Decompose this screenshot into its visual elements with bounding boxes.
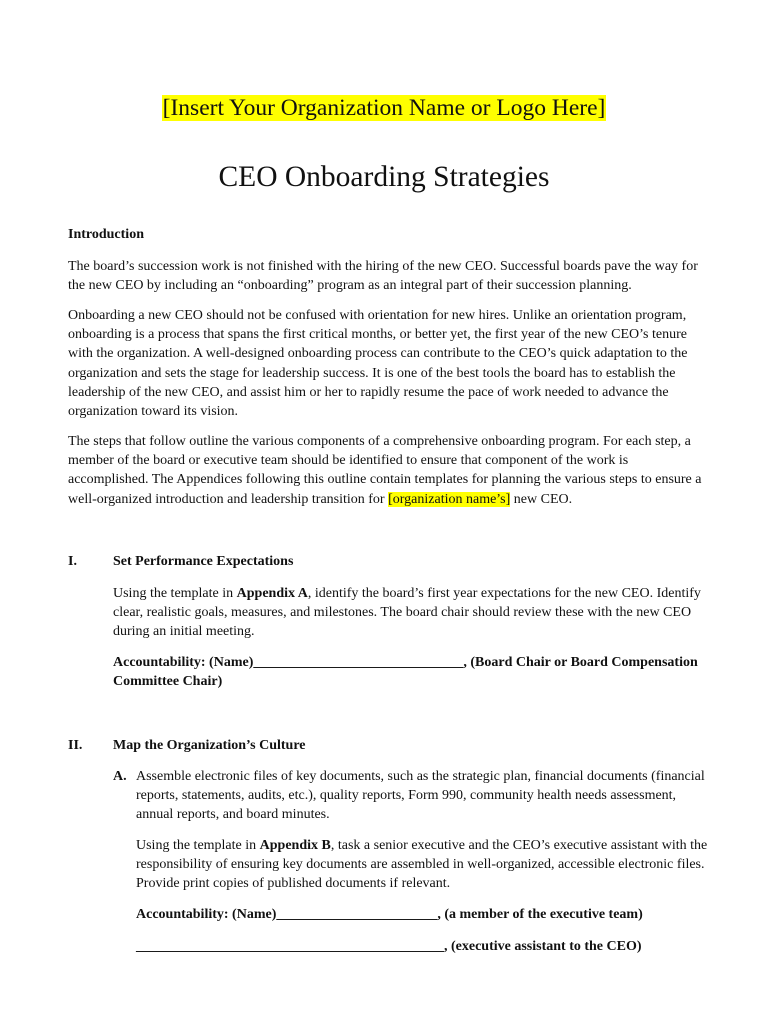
section-1-accountability: Accountability: (Name)______________________________, (Board Chair or Board Compensation Committee Chair) <box>113 655 698 690</box>
section-1-number: I. <box>68 554 77 569</box>
org-name-inline-highlight: [organization name’s] <box>388 491 511 507</box>
item-a-body <box>136 836 708 894</box>
item-a-accountability-1: Accountability: (Name)_______________________, (a member of the executive team) <box>136 907 643 922</box>
intro-paragraph-2: Onboarding a new CEO should not be confused with orientation for new hires. Unlike an orientation program, onboarding is a process that spans the first critical months, or better yet, the first year of the new CEO’s tenure with the organization. A well-designed onboarding process can contribute to the CEO’s quick adaptation to the organization and sets the stage for leadership success. It is one of the best tools the board has to establish the leadership of the new CEO, and assist him or her to rapidly resume the pace of work needed to advance the organization toward its vision. <box>68 308 688 420</box>
section-1-body <box>113 584 708 642</box>
intro-heading: Introduction <box>68 227 144 242</box>
org-name-highlight: [Insert Your Organization Name or Logo Here] <box>162 95 606 121</box>
section-2-heading: Map the Organization’s Culture <box>113 738 306 753</box>
org-name-placeholder <box>0 93 768 123</box>
appendix-a-ref: Appendix A <box>236 586 308 601</box>
section-1-body-end: , identify the board’s first year expectations for the new CEO. Identify clear, realistic goals, measures, and milestones. The board chair should review these with the new CEO during an initial meeting. <box>113 586 701 640</box>
section-1-body-text: Using the template in <box>113 586 237 601</box>
item-a-body-end: , task a senior executive and the CEO’s executive assistant with the responsibility of ensuring key documents are assembled in well-organized, accessible electronic files. Provide print copies of published documents if relevant. <box>136 838 708 892</box>
item-a-accountability-2: ____________________________________________, (executive assistant to the CEO) <box>136 939 642 954</box>
intro-p3-end: new CEO. <box>510 491 573 507</box>
item-a-text: Assemble electronic files of key documents, such as the strategic plan, financial documents (financial reports, statements, audits, etc.), quality reports, Form 990, community health needs assessment, annual reports, and board minutes. <box>136 769 705 823</box>
document-title: CEO Onboarding Strategies <box>218 161 550 193</box>
item-a-label: A. <box>113 769 127 784</box>
intro-paragraph-1: The board’s succession work is not finished with the hiring of the new CEO. Successful boards pave the way for the new CEO by including an “onboarding” program as an integral part of their succession planning. <box>68 259 698 294</box>
section-1-heading: Set Performance Expectations <box>113 554 294 569</box>
intro-p3-text: The steps that follow outline the various components of a comprehensive onboarding program. For each step, a member of the board or executive team should be identified to ensure that component of the work is accomplished. The Appendices following this outline contain templates for planning the various steps to ensure a well-organized introduction and leadership transition for <box>68 434 702 507</box>
appendix-b-ref: Appendix B <box>259 838 331 853</box>
section-2-number: II. <box>68 738 83 753</box>
intro-paragraph-3 <box>68 432 708 509</box>
item-a-body-text: Using the template in <box>136 838 260 853</box>
